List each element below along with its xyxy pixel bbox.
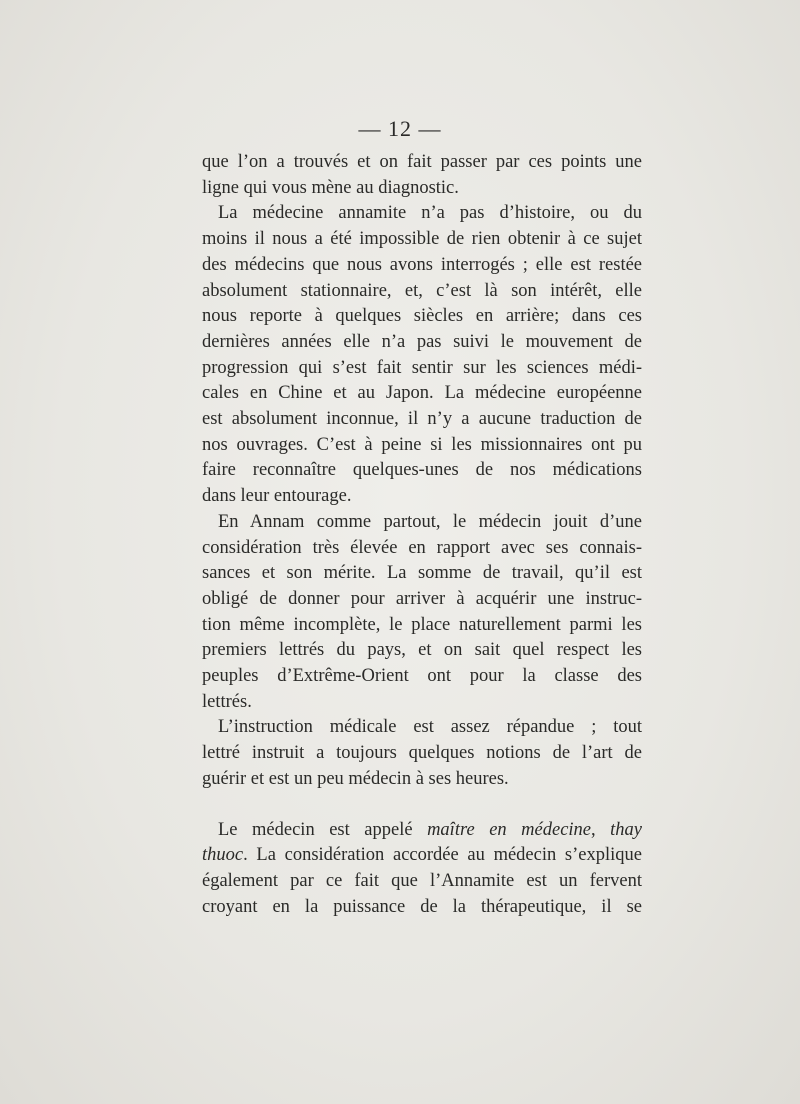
text-line: ligne qui vous mène au diagnostic. — [202, 177, 459, 198]
text-line: dans leur entourage. — [202, 486, 352, 507]
paragraph-gap — [202, 793, 642, 818]
text-line: est absolument inconnue, il n’y a aucune traduction de — [202, 409, 642, 430]
text-line: nos ouvrages. C’est à peine si les missionnaires ont pu — [202, 434, 642, 455]
text-line: lettré instruit a toujours quelques notions de l’art de — [202, 743, 642, 764]
text-line: faire reconnaître quelques-unes de nos médications — [202, 460, 642, 481]
text-line: moins il nous a été impossible de rien obtenir à ce sujet — [202, 229, 642, 250]
text-line: premiers lettrés du pays, et on sait quel respect les — [202, 640, 642, 661]
text-line: obligé de donner pour arriver à acquérir une instruc- — [202, 588, 642, 609]
italic-term: thuoc — [202, 845, 244, 866]
text-line: L’instruction médicale est assez répandue ; tout — [218, 717, 642, 738]
text-line: tion même incomplète, le place naturellement parmi les — [202, 614, 642, 635]
text-line: cales en Chine et au Japon. La médecine européenne — [202, 383, 642, 404]
text-line: absolument stationnaire, et, c’est là son intérêt, elle — [202, 280, 642, 301]
text-line: lettrés. — [202, 691, 252, 712]
italic-term: thay — [610, 819, 643, 840]
text-line: progression qui s’est fait sentir sur les sciences médi- — [202, 357, 642, 378]
text-line: sances et son mérite. La somme de travail, qu’il est — [202, 563, 642, 584]
page-number: — 12 — — [358, 116, 442, 141]
text-line: que l’on a trouvés et on fait passer par ces points une — [202, 152, 642, 172]
text-line: En Annam comme partout, le médecin jouit d’une — [218, 511, 642, 532]
text-line: dernières années elle n’a pas suivi le mouvement de — [202, 331, 642, 352]
text-line: nous reporte à quelques siècles en arrière; dans ces — [202, 306, 642, 327]
text-line-mixed — [202, 818, 642, 844]
text-line: des médecins que nous avons interrogés ; elle est restée — [202, 254, 642, 275]
text-line: également par ce fait que l’Annamite est un fervent — [202, 870, 642, 891]
body-text — [202, 150, 642, 920]
text-line: peuples d’Extrême-Orient ont pour la classe des — [202, 666, 642, 687]
text-run: Le médecin est appelé — [218, 819, 428, 840]
text-line: considération très élevée en rapport avec ses connais- — [202, 537, 642, 558]
text-line-mixed — [202, 843, 642, 869]
italic-term: maître en médecine — [427, 819, 592, 840]
text-line: guérir et est un peu médecin à ses heures. — [202, 768, 509, 789]
text-line: croyant en la puissance de la thérapeutique, il se — [202, 896, 642, 917]
text-run: . La considération accordée au médecin s’explique — [243, 845, 642, 866]
text-run: , — [591, 819, 611, 840]
text-line: La médecine annamite n’a pas d’histoire, ou du — [218, 203, 642, 224]
